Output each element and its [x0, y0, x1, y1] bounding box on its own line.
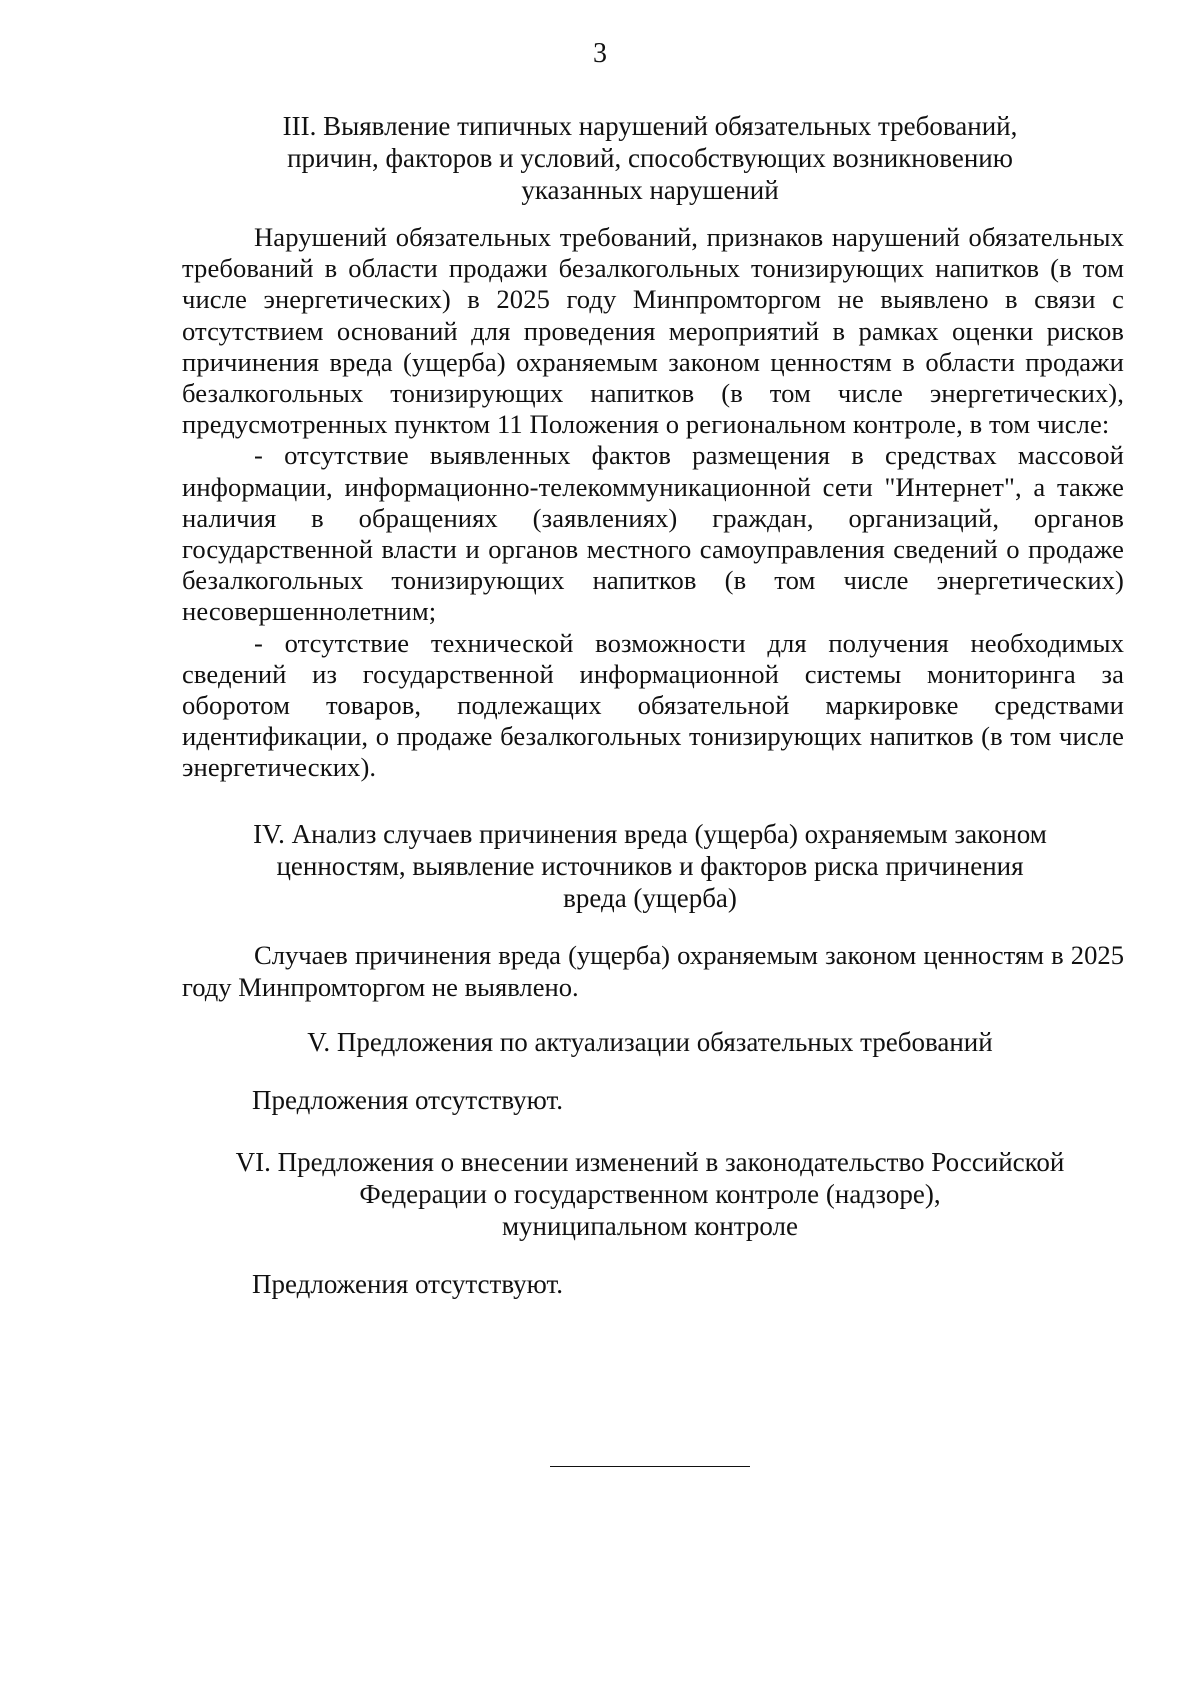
end-separator-line: [550, 1466, 750, 1467]
section-3-paragraph: Нарушений обязательных требований, признаков нарушений обязательных требований в области продажи безалкогольных тонизирующих напитков (в том числе энергетических) в 2025 году Минпромторгом не выявлено в связи с отсутствием оснований для проведения мероприятий в рамках оценки рисков причинения вреда (ущерба) охраняемым законом ценностям в области продажи безалкогольных тонизирующих напитков (в том числе энергетических), предусмотренных пунктом 11 Положения о региональном контроле, в том числе:: [182, 222, 1124, 440]
section-3-heading: [180, 110, 1120, 206]
heading-line: причин, факторов и условий, способствующих возникновению: [287, 143, 1013, 173]
section-3-bullet-1: - отсутствие выявленных фактов размещения в средствах массовой информации, информационно-телекоммуникационной сети "Интернет", а также наличия в обращениях (заявлениях) граждан, организаций, органов государственной власти и органов местного самоуправления сведений о продаже безалкогольных тонизирующих напитков (в том числе энергетических) несовершеннолетним;: [182, 440, 1124, 627]
section-3-bullet-2: - отсутствие технической возможности для получения необходимых сведений из государственной информационной системы мониторинга за оборотом товаров, подлежащих обязательной маркировке средствами идентификации, о продаже безалкогольных тонизирующих напитков (в том числе энергетических).: [182, 627, 1124, 783]
section-4-heading: [180, 818, 1120, 914]
heading-line: ценностям, выявление источников и факторов риска причинения: [276, 851, 1024, 881]
heading-line: вреда (ущерба): [563, 883, 737, 913]
section-6-heading: [180, 1146, 1120, 1242]
section-5-heading: [180, 1026, 1120, 1058]
section-3-body: [182, 222, 1124, 784]
section-6-paragraph: Предложения отсутствуют.: [252, 1269, 563, 1299]
heading-line: указанных нарушений: [521, 175, 779, 205]
page-number: 3: [593, 38, 607, 69]
heading-line: Федерации о государственном контроле (надзоре),: [359, 1179, 941, 1209]
heading-line: V. Предложения по актуализации обязательных требований: [307, 1027, 993, 1057]
heading-line: IV. Анализ случаев причинения вреда (ущерба) охраняемым законом: [253, 819, 1047, 849]
section-4-paragraph: Случаев причинения вреда (ущерба) охраняемым законом ценностям в 2025 году Минпромторгом не выявлено.: [182, 940, 1124, 1002]
section-4-body: [182, 940, 1124, 1003]
heading-line: муниципальном контроле: [501, 1211, 799, 1241]
heading-line: III. Выявление типичных нарушений обязательных требований,: [282, 111, 1018, 141]
section-5-paragraph: Предложения отсутствуют.: [252, 1085, 563, 1115]
heading-line: VI. Предложения о внесении изменений в законодательство Российской: [235, 1147, 1065, 1177]
